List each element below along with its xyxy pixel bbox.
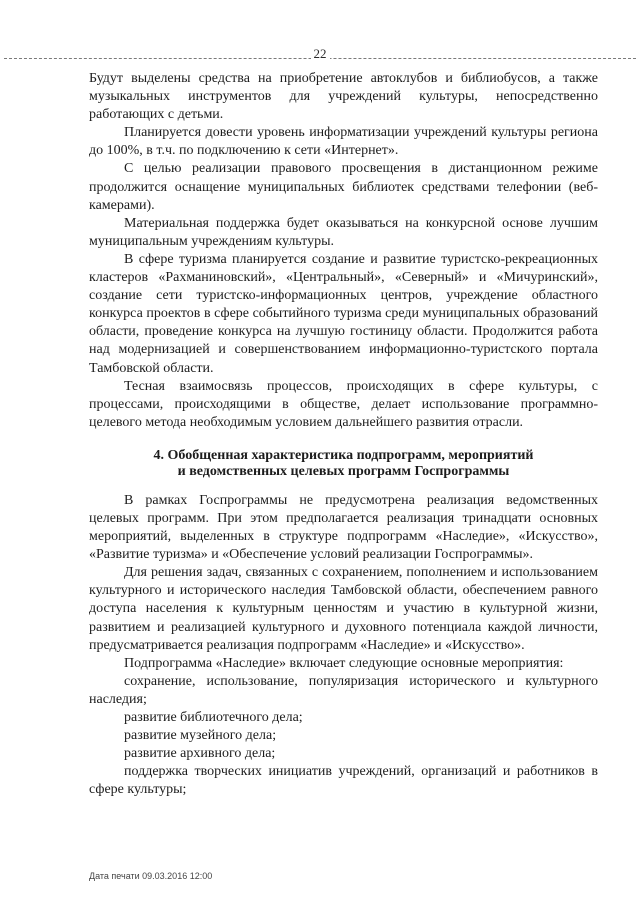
document-body [89, 70, 598, 799]
paragraph: Будут выделены средства на приобретение автоклубов и библиобусов, а также музыкальных инструментов для учреждений культуры, непосредственно работающих с детьми. [89, 71, 598, 123]
paragraph: Материальная поддержка будет оказываться на конкурсной основе лучшим муниципальным учреждениям культуры. [89, 215, 598, 249]
list-item: сохранение, использование, популяризация исторического и культурного наследия; [89, 673, 598, 707]
list-item: развитие архивного дела; [124, 746, 276, 762]
section-heading-line: 4. Обобщенная характеристика подпрограмм, мероприятий [153, 447, 534, 463]
paragraph: Для решения задач, связанных с сохранением, пополнением и использованием культурного и исторического наследия Тамбовской области, обеспечением равного доступа населения к культурным ценностям и участию в культурной жизни, развитием и реализацией культурного и духовного потенциала каждой личности, предусматривается реализация подпрограмм «Наследие» и «Искусство». [89, 565, 598, 653]
print-date-footer: Дата печати 09.03.2016 12:00 [89, 871, 213, 881]
paragraph: Тесная взаимосвязь процессов, происходящих в сфере культуры, с процессами, происходящими в обществе, делает использование программно-целевого метода необходимым условием дальнейшего развития отрасли. [89, 378, 598, 430]
paragraph: В сфере туризма планируется создание и развитие туристско-рекреационных кластеров «Рахманиновский», «Центральный», «Северный» и «Мичуринский», создание сети туристско-информационных центров, учреждение областного конкурса проектов в сфере событийного туризма среди муниципальных образований области, проведение конкурса на лучшую гостиницу области. Продолжится работа над модернизацией и совершенствованием информационно-туристского портала Тамбовской области. [89, 251, 598, 376]
list-item: развитие библиотечного дела; [124, 710, 303, 725]
section-heading [89, 448, 598, 480]
paragraph: Планируется довести уровень информатизации учреждений культуры региона до 100%, в т.ч. по подключению к сети «Интернет». [89, 125, 598, 159]
section-heading-line: и ведомственных целевых программ Госпрограммы [177, 463, 510, 479]
list-item: поддержка творческих инициатив учреждений, организаций и работников в сфере культуры; [89, 764, 598, 798]
paragraph: В рамках Госпрограммы не предусмотрена реализация ведомственных целевых программ. При этом предполагается реализация тринадцати основных мероприятий, выделенных в структуре подпрограмм «Наследие», «Искусство», «Развитие туризма» и «Обеспечение условий реализации Госпрограммы». [89, 492, 598, 563]
page-number: 22 [0, 46, 640, 62]
list-item: развитие музейного дела; [124, 728, 277, 744]
paragraph: Подпрограмма «Наследие» включает следующие основные мероприятия: [124, 655, 564, 671]
paragraph: С целью реализации правового просвещения в дистанционном режиме продолжится оснащение муниципальных библиотек средствами телефонии (веб-камерами). [89, 161, 598, 213]
